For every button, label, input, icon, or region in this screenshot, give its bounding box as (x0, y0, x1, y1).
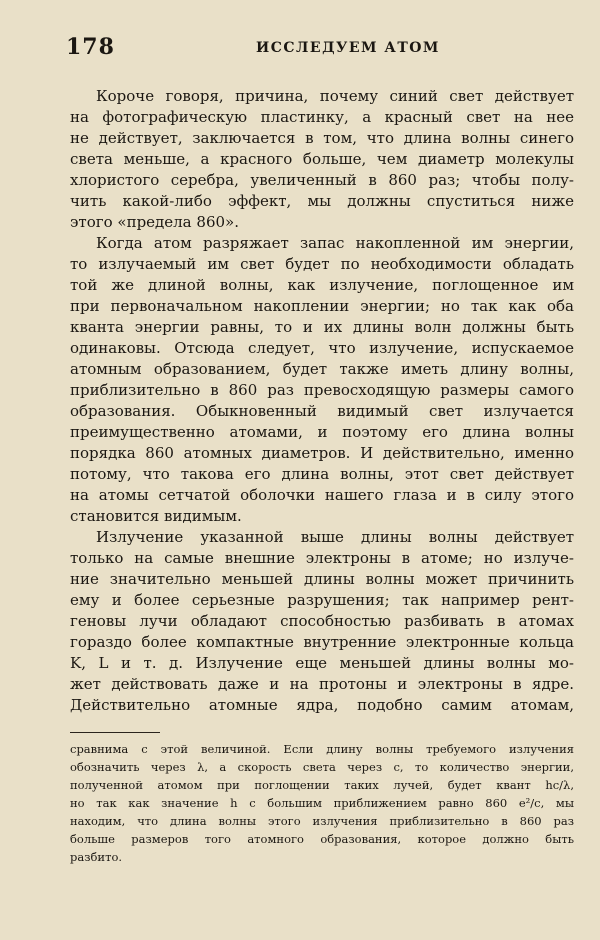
text-line: гораздо более компактные внутренние электронные кольца (70, 633, 574, 651)
text-line: геновы лучи обладают способностью разбивать в атомах (70, 612, 574, 630)
text-line: атомным образованием, будет также иметь длину волны, (70, 360, 574, 378)
text-line: той же длиной волны, как излучение, поглощенное им (70, 276, 574, 294)
text-line: преимущественно атомами, и поэтому его длина волны (70, 423, 574, 441)
text-line: становится видимым. (70, 507, 242, 525)
text-line: этого «предела 860». (70, 213, 239, 231)
text-line: не действует, заключается в том, что длина волны синего (70, 129, 574, 147)
text-line: образования. Обыкновенный видимый свет излучается (70, 402, 574, 420)
text-line: то излучаемый им свет будет по необходимости обладать (70, 255, 574, 273)
text-line: Излучение указанной выше длины волны действует (96, 528, 574, 546)
text-line: при первоначальном накоплении энергии; но так как оба (70, 297, 574, 315)
running-head (66, 34, 574, 58)
footnote-line: но так как значение h с большим приближением равно 860 e²/c, мы (70, 796, 574, 810)
text-line: Короче говоря, причина, почему синий свет действует (96, 87, 574, 105)
text-line: приблизительно в 860 раз превосходящую размеры самого (70, 381, 574, 399)
text-line: света меньше, а красного больше, чем диаметр молекулы (70, 150, 574, 168)
footnote-rule (70, 732, 160, 733)
text-line: потому, что такова его длина волны, этот свет действует (70, 465, 574, 483)
footnote-line: разбито. (70, 850, 123, 864)
text-line: кванта энергии равны, то и их длины волн должны быть (70, 318, 574, 336)
footnote-line: больше размеров того атомного образования, которое должно быть (70, 832, 574, 846)
text-line: ние значительно меньшей длины волны может причинить (70, 570, 574, 588)
text-line: жет действовать даже и на протоны и электроны в ядре. (70, 675, 574, 693)
text-line: чить какой-либо эффект, мы должны спуститься ниже (70, 192, 574, 210)
text-line: только на самые внешние электроны в атоме; но излуче- (70, 549, 574, 567)
text-line: порядка 860 атомных диаметров. И действительно, именно (70, 444, 574, 462)
running-title: ИССЛЕДУЕМ АТОМ (256, 40, 440, 56)
text-line: K, L и т. д. Излучение еще меньшей длины волны мо- (70, 654, 574, 672)
body-text (70, 86, 574, 716)
footnote-line: обозначить через λ, а скорость света через c, то количество энергии, (70, 760, 574, 774)
footnote-line: сравнима с этой величиной. Если длину волны требуемого излучения (70, 742, 574, 756)
text-line: Когда атом разряжает запас накопленной им энергии, (96, 234, 574, 252)
footnote-line: полученной атомом при поглощении таких лучей, будет квант hc/λ, (70, 778, 574, 792)
footnote-line: находим, что длина волны этого излучения приблизительно в 860 раз (70, 814, 574, 828)
text-line: на фотографическую пластинку, а красный свет на нее (70, 108, 574, 126)
text-line: хлористого серебра, увеличенный в 860 раз; чтобы полу- (70, 171, 574, 189)
footnote (70, 740, 574, 866)
text-line: Действительно атомные ядра, подобно самим атомам, (70, 696, 574, 714)
text-line: одинаковы. Отсюда следует, что излучение, испускаемое (70, 339, 574, 357)
text-line: на атомы сетчатой оболочки нашего глаза и в силу этого (70, 486, 574, 504)
page-number: 178 (66, 34, 115, 60)
text-line: ему и более серьезные разрушения; так например рент- (70, 591, 574, 609)
